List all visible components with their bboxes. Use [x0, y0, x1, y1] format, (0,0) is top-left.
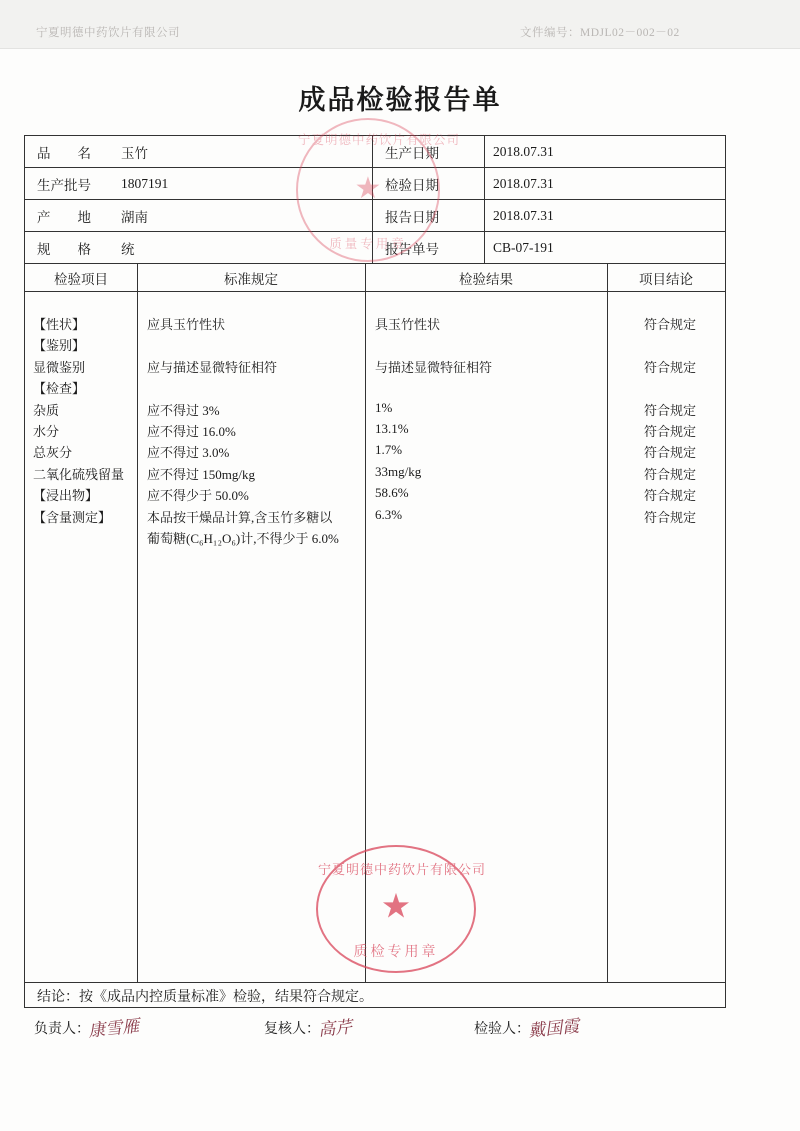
cell-item: 【含量测定】	[33, 509, 112, 525]
cell-item: 杂质	[33, 402, 60, 418]
cell-result: 1.7%	[375, 442, 403, 458]
cell-conclusion: 符合规定	[643, 445, 696, 461]
cell-conclusion: 符合规定	[643, 466, 696, 482]
table-row	[25, 528, 725, 549]
cell-item: 【浸出物】	[33, 488, 99, 504]
info-label: 规 格	[37, 241, 91, 257]
cell-standard: 应不得过 16.0%	[147, 423, 236, 439]
table-row	[25, 485, 725, 506]
star-icon: ★	[354, 171, 382, 205]
report-table	[24, 135, 726, 1008]
cell-standard: 本品按干燥品计算,含玉竹多糖以	[147, 509, 333, 525]
cell-result: 33mg/kg	[375, 463, 422, 479]
info-label: 检验日期	[373, 168, 485, 199]
signature-row	[24, 1018, 726, 1062]
cell-item: 水分	[33, 423, 60, 439]
table-row	[25, 507, 725, 528]
info-value: 玉竹	[113, 136, 373, 167]
cell-standard: 应不得少于 50.0%	[147, 488, 249, 504]
results-table-header	[25, 264, 725, 292]
stamp-top-text: 宁夏明德中药饮片有限公司	[298, 132, 461, 147]
cell-conclusion: 符合规定	[643, 317, 696, 332]
info-row	[25, 200, 725, 232]
info-grid	[25, 136, 725, 264]
table-row	[25, 378, 725, 399]
cell-result: 13.1%	[375, 420, 409, 436]
info-label: 报告单号	[373, 232, 485, 263]
cell-conclusion: 符合规定	[643, 488, 696, 504]
signature-block	[34, 1016, 141, 1042]
cell-standard: 葡萄糖(C₆H₁₂O₆)计,不得少于 6.0%	[147, 530, 339, 546]
cell-standard: 应具玉竹性状	[147, 317, 226, 332]
table-row	[25, 464, 725, 485]
cell-result: 1%	[375, 399, 393, 415]
info-label: 产 地	[37, 209, 91, 225]
column-header-conclusion: 项目结论	[639, 271, 693, 287]
cell-item: 显微鉴别	[33, 359, 86, 375]
cell-result: 6.3%	[375, 506, 403, 522]
cell-standard: 应不得过 150mg/kg	[147, 466, 255, 482]
cell-result: 与描述显微特征相符	[375, 359, 493, 375]
info-value: 统	[113, 232, 373, 263]
info-label: 报告日期	[373, 200, 485, 231]
cell-conclusion: 符合规定	[643, 402, 696, 418]
cell-result: 具玉竹性状	[375, 317, 441, 332]
signature-label: 复核人：	[264, 1022, 320, 1037]
table-row	[25, 400, 725, 421]
info-value: 2018.07.31	[493, 175, 554, 191]
cell-conclusion: 符合规定	[643, 359, 696, 375]
cell-item: 【鉴别】	[33, 338, 86, 354]
info-value: 湖南	[113, 200, 373, 231]
document-number: 文件编号：MDJL02－002－02	[520, 27, 680, 39]
stamp-top-text: 宁夏明德中药饮片有限公司	[318, 863, 487, 878]
cell-item: 【检查】	[33, 381, 86, 397]
info-label: 生产批号	[37, 177, 91, 193]
company-name: 宁夏明德中药饮片有限公司	[36, 27, 180, 39]
stamp-bottom-text: 质检专用章	[353, 944, 439, 960]
cell-item: 总灰分	[33, 445, 73, 461]
table-row	[25, 442, 725, 463]
info-row	[25, 136, 725, 168]
info-value: 2018.07.31	[493, 207, 554, 223]
info-row	[25, 232, 725, 264]
cell-item: 【性状】	[33, 317, 86, 332]
cell-standard: 应与描述显微特征相符	[147, 359, 278, 375]
cell-item: 二氧化硫残留量	[33, 466, 125, 482]
signature-name: 康雪雁	[87, 1016, 141, 1042]
table-row	[25, 357, 725, 378]
signature-name: 戴国霞	[527, 1016, 581, 1042]
signature-block	[264, 1017, 354, 1041]
table-row	[25, 335, 725, 356]
page-title: 成品检验报告单	[298, 85, 502, 116]
info-label: 生产日期	[373, 136, 485, 167]
signature-label: 检验人：	[474, 1022, 530, 1037]
column-header-standard: 标准规定	[224, 271, 278, 287]
info-value: CB-07-191	[493, 239, 554, 255]
info-value: 1807191	[113, 168, 373, 199]
info-row	[25, 168, 725, 200]
overall-conclusion: 结论：按《成品内控质量标准》检验，结果符合规定。	[25, 982, 725, 1008]
column-header-result: 检验结果	[459, 271, 513, 287]
table-row	[25, 421, 725, 442]
cell-standard: 应不得过 3.0%	[147, 445, 230, 461]
table-row	[25, 314, 725, 335]
cell-standard: 应不得过 3%	[147, 402, 220, 418]
results-table-body	[25, 292, 725, 982]
signature-name: 高芹	[317, 1017, 354, 1041]
column-header-item: 检验项目	[54, 271, 108, 287]
cell-result: 58.6%	[375, 485, 409, 501]
info-label: 品 名	[37, 145, 91, 161]
cell-conclusion: 符合规定	[643, 509, 696, 525]
star-icon: ★	[380, 888, 412, 926]
signature-label: 负责人：	[34, 1022, 90, 1037]
info-value: 2018.07.31	[493, 143, 554, 159]
cell-conclusion: 符合规定	[643, 423, 696, 439]
signature-block	[474, 1016, 581, 1042]
stamp-bottom-text: 质量专用章	[329, 236, 407, 251]
